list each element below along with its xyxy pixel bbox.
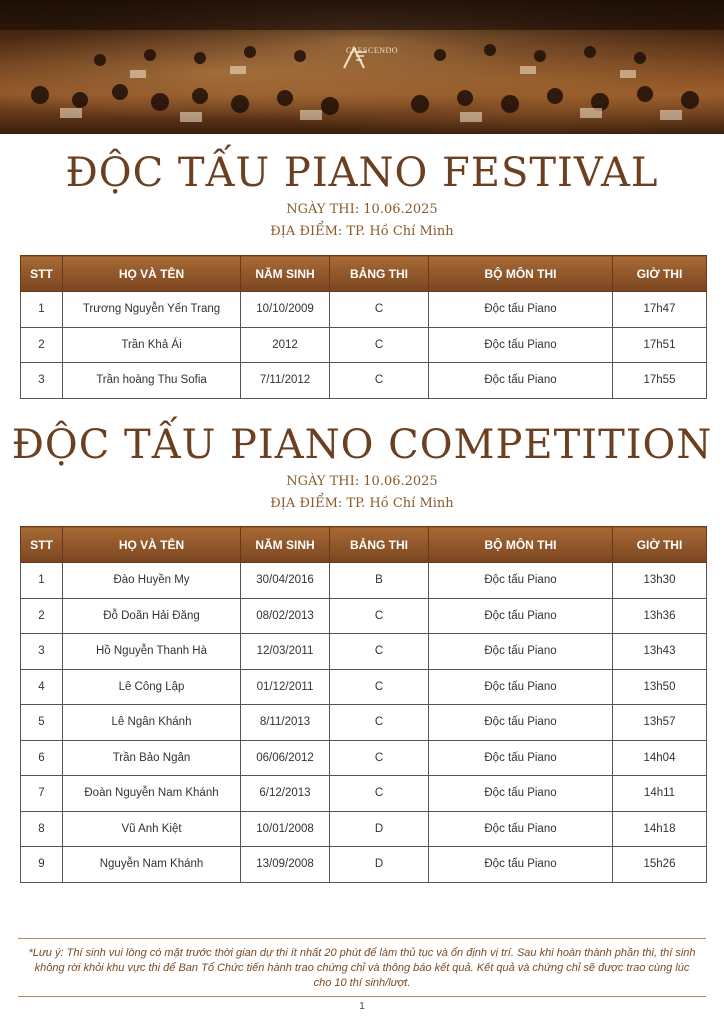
cell-category: C <box>330 634 429 670</box>
cell-category: C <box>330 669 429 705</box>
cell-time: 15h26 <box>613 847 707 883</box>
table-row <box>21 705 707 741</box>
cell-name: Đoàn Nguyễn Nam Khánh <box>63 776 241 812</box>
cell-name: Trương Nguyễn Yến Trang <box>63 292 241 328</box>
table-row <box>21 292 707 328</box>
note-text: *Lưu ý: Thí sinh vui lòng có mặt trước thời gian dự thi ít nhất 20 phút để làm thủ tục và ổn định vị trí. Sau khi hoàn thành phần thi, thí sinh không rời khỏi khu vực thi để Ban Tổ Chức tiến hành trao chứng chỉ và thông báo kết quả. Kết quả và chứng chỉ sẽ được trao cùng lúc cho 10 thí sinh/lượt. <box>28 947 696 989</box>
cell-subject: Độc tấu Piano <box>429 563 613 599</box>
cell-time: 13h57 <box>613 705 707 741</box>
cell-birth: 30/04/2016 <box>241 563 330 599</box>
table-row <box>21 740 707 776</box>
cell-category: C <box>330 327 429 363</box>
table-row <box>21 669 707 705</box>
cell-subject: Độc tấu Piano <box>429 327 613 363</box>
cell-name: Trần Bảo Ngân <box>63 740 241 776</box>
cell-subject: Độc tấu Piano <box>429 634 613 670</box>
festival-table <box>20 255 707 399</box>
cell-stt: 4 <box>21 669 63 705</box>
logo-text: CRESCENDO <box>345 46 399 55</box>
col-header-birth: NĂM SINH <box>241 256 330 292</box>
competition-location: ĐỊA ĐIỂM: TP. Hồ Chí Minh <box>270 496 454 511</box>
table-row <box>21 634 707 670</box>
cell-category: D <box>330 847 429 883</box>
cell-subject: Độc tấu Piano <box>429 847 613 883</box>
cell-birth: 08/02/2013 <box>241 598 330 634</box>
cell-name: Hồ Nguyễn Thanh Hà <box>63 634 241 670</box>
cell-birth: 6/12/2013 <box>241 776 330 812</box>
header-banner-image <box>0 0 724 134</box>
crescendo-logo <box>340 44 404 55</box>
cell-time: 13h30 <box>613 563 707 599</box>
col-header-subject: BỘ MÔN THI <box>429 527 613 563</box>
cell-category: B <box>330 563 429 599</box>
logo-mark-icon <box>340 44 368 72</box>
cell-name: Trần hoàng Thu Sofia <box>63 363 241 399</box>
cell-stt: 3 <box>21 363 63 399</box>
table-row <box>21 598 707 634</box>
cell-subject: Độc tấu Piano <box>429 598 613 634</box>
cell-time: 14h18 <box>613 811 707 847</box>
cell-time: 13h50 <box>613 669 707 705</box>
cell-time: 13h43 <box>613 634 707 670</box>
table-row <box>21 847 707 883</box>
cell-subject: Độc tấu Piano <box>429 292 613 328</box>
cell-time: 14h11 <box>613 776 707 812</box>
cell-stt: 2 <box>21 598 63 634</box>
note-divider-bottom <box>18 996 706 997</box>
cell-stt: 8 <box>21 811 63 847</box>
cell-birth: 06/06/2012 <box>241 740 330 776</box>
competition-date: NGÀY THI: 10.06.2025 <box>286 474 438 489</box>
cell-stt: 7 <box>21 776 63 812</box>
cell-birth: 10/01/2008 <box>241 811 330 847</box>
cell-name: Nguyễn Nam Khánh <box>63 847 241 883</box>
cell-subject: Độc tấu Piano <box>429 811 613 847</box>
cell-category: C <box>330 292 429 328</box>
cell-birth: 13/09/2008 <box>241 847 330 883</box>
table-row <box>21 563 707 599</box>
table-row <box>21 327 707 363</box>
cell-birth: 01/12/2011 <box>241 669 330 705</box>
cell-name: Trần Khả Ái <box>63 327 241 363</box>
cell-time: 14h04 <box>613 740 707 776</box>
table-row <box>21 811 707 847</box>
festival-location: ĐỊA ĐIỂM: TP. Hồ Chí Minh <box>270 224 454 239</box>
festival-date: NGÀY THI: 10.06.2025 <box>286 202 438 217</box>
table-row <box>21 776 707 812</box>
cell-stt: 1 <box>21 563 63 599</box>
cell-category: C <box>330 776 429 812</box>
cell-birth: 8/11/2013 <box>241 705 330 741</box>
col-header-category: BẢNG THI <box>330 527 429 563</box>
cell-time: 13h36 <box>613 598 707 634</box>
cell-subject: Độc tấu Piano <box>429 669 613 705</box>
col-header-stt: STT <box>21 527 63 563</box>
col-header-name: HỌ VÀ TÊN <box>63 527 241 563</box>
cell-name: Vũ Anh Kiệt <box>63 811 241 847</box>
cell-subject: Độc tấu Piano <box>429 705 613 741</box>
competition-table <box>20 526 707 883</box>
cell-birth: 10/10/2009 <box>241 292 330 328</box>
cell-time: 17h51 <box>613 327 707 363</box>
col-header-stt: STT <box>21 256 63 292</box>
cell-stt: 9 <box>21 847 63 883</box>
cell-stt: 6 <box>21 740 63 776</box>
cell-name: Đào Huyền My <box>63 563 241 599</box>
cell-category: C <box>330 598 429 634</box>
cell-name: Đỗ Doãn Hải Đăng <box>63 598 241 634</box>
cell-stt: 1 <box>21 292 63 328</box>
note-divider-top <box>18 938 706 939</box>
col-header-name: HỌ VÀ TÊN <box>63 256 241 292</box>
cell-subject: Độc tấu Piano <box>429 740 613 776</box>
col-header-time: GIỜ THI <box>613 527 707 563</box>
col-header-subject: BỘ MÔN THI <box>429 256 613 292</box>
cell-name: Lê Ngân Khánh <box>63 705 241 741</box>
cell-time: 17h55 <box>613 363 707 399</box>
table-header-row <box>21 527 707 563</box>
col-header-time: GIỜ THI <box>613 256 707 292</box>
cell-category: D <box>330 811 429 847</box>
cell-stt: 2 <box>21 327 63 363</box>
col-header-birth: NĂM SINH <box>241 527 330 563</box>
cell-category: C <box>330 740 429 776</box>
festival-title: ĐỘC TẤU PIANO FESTIVAL <box>65 150 659 196</box>
cell-birth: 7/11/2012 <box>241 363 330 399</box>
cell-stt: 5 <box>21 705 63 741</box>
cell-birth: 2012 <box>241 327 330 363</box>
table-header-row <box>21 256 707 292</box>
page-number: 1 <box>359 1001 365 1012</box>
cell-subject: Độc tấu Piano <box>429 363 613 399</box>
cell-stt: 3 <box>21 634 63 670</box>
cell-category: C <box>330 705 429 741</box>
cell-birth: 12/03/2011 <box>241 634 330 670</box>
competition-title: ĐỘC TẤU PIANO COMPETITION <box>11 422 713 468</box>
cell-name: Lê Công Lập <box>63 669 241 705</box>
cell-subject: Độc tấu Piano <box>429 776 613 812</box>
cell-time: 17h47 <box>613 292 707 328</box>
col-header-category: BẢNG THI <box>330 256 429 292</box>
table-row <box>21 363 707 399</box>
cell-category: C <box>330 363 429 399</box>
